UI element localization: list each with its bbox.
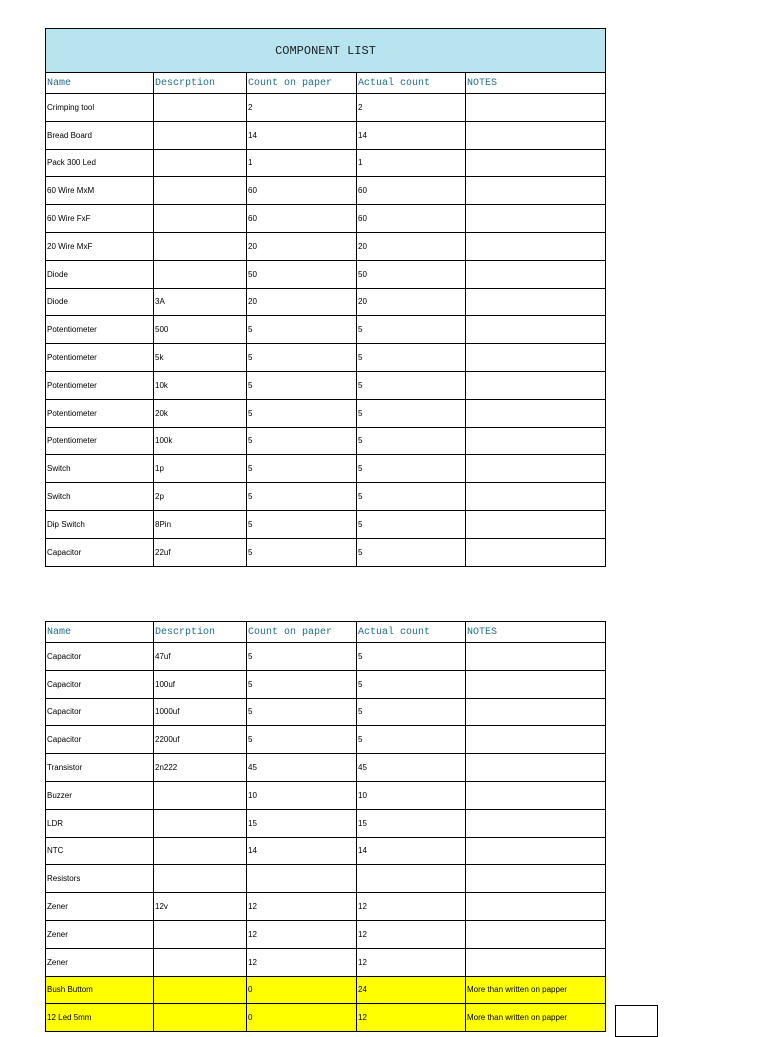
cell-description: 8Pin	[154, 510, 247, 538]
col-header-name: Name	[46, 73, 154, 94]
cell-count-on-paper: 12	[247, 920, 357, 948]
col-header-notes: NOTES	[466, 73, 606, 94]
cell-notes	[466, 643, 606, 671]
cell-count-on-paper: 5	[247, 510, 357, 538]
cell-notes	[466, 837, 606, 865]
cell-description	[154, 809, 247, 837]
cell-description	[154, 260, 247, 288]
cell-description	[154, 781, 247, 809]
table-row	[46, 510, 606, 538]
cell-notes	[466, 893, 606, 921]
cell-actual-count: 5	[357, 698, 466, 726]
cell-description	[154, 149, 247, 177]
cell-description	[154, 920, 247, 948]
col-header-notes: NOTES	[466, 622, 606, 643]
cell-name: Zener	[46, 920, 154, 948]
cell-actual-count: 1	[357, 149, 466, 177]
table-row	[46, 976, 606, 1004]
header-row	[46, 73, 606, 94]
cell-name: Potentiometer	[46, 316, 154, 344]
cell-actual-count: 5	[357, 344, 466, 372]
cell-description: 1p	[154, 455, 247, 483]
cell-notes	[466, 670, 606, 698]
cell-description: 22uf	[154, 538, 247, 566]
col-header-description: Descrption	[154, 622, 247, 643]
sheet-title: COMPONENT LIST	[46, 29, 606, 73]
cell-name: 12 Led 5mm	[46, 1004, 154, 1032]
cell-notes	[466, 809, 606, 837]
cell-actual-count: 5	[357, 643, 466, 671]
cell-description: 1000uf	[154, 698, 247, 726]
cell-description: 10k	[154, 371, 247, 399]
table-row	[46, 643, 606, 671]
cell-count-on-paper: 14	[247, 121, 357, 149]
cell-count-on-paper: 5	[247, 643, 357, 671]
cell-name: Pack 300 Led	[46, 149, 154, 177]
cell-notes	[466, 865, 606, 893]
cell-actual-count: 12	[357, 1004, 466, 1032]
cell-description: 2n222	[154, 754, 247, 782]
cell-actual-count: 5	[357, 510, 466, 538]
cell-name: Zener	[46, 893, 154, 921]
table-row	[46, 698, 606, 726]
cell-description: 2p	[154, 483, 247, 511]
cell-name: Potentiometer	[46, 371, 154, 399]
cell-notes	[466, 94, 606, 122]
cell-description: 12v	[154, 893, 247, 921]
cell-actual-count: 5	[357, 316, 466, 344]
cell-actual-count: 5	[357, 726, 466, 754]
cell-notes	[466, 205, 606, 233]
cell-description	[154, 205, 247, 233]
cell-name: 60 Wire MxM	[46, 177, 154, 205]
cell-name: Crimping tool	[46, 94, 154, 122]
cell-description: 100uf	[154, 670, 247, 698]
cell-name: Switch	[46, 483, 154, 511]
cell-description	[154, 121, 247, 149]
cell-notes	[466, 455, 606, 483]
cell-description: 2200uf	[154, 726, 247, 754]
component-table-1	[45, 28, 606, 567]
cell-count-on-paper: 5	[247, 726, 357, 754]
cell-actual-count: 20	[357, 288, 466, 316]
cell-actual-count: 5	[357, 371, 466, 399]
cell-name: Capacitor	[46, 698, 154, 726]
cell-count-on-paper: 20	[247, 232, 357, 260]
cell-name: Zener	[46, 948, 154, 976]
cell-name: Bush Buttom	[46, 976, 154, 1004]
cell-notes	[466, 177, 606, 205]
cell-actual-count: 50	[357, 260, 466, 288]
cell-description	[154, 1004, 247, 1032]
table-row	[46, 670, 606, 698]
cell-count-on-paper: 12	[247, 893, 357, 921]
col-header-count-on-paper: Count on paper	[247, 622, 357, 643]
cell-name: 20 Wire MxF	[46, 232, 154, 260]
cell-notes	[466, 344, 606, 372]
cell-name: 60 Wire FxF	[46, 205, 154, 233]
cell-notes	[466, 538, 606, 566]
cell-name: Capacitor	[46, 670, 154, 698]
table-row	[46, 149, 606, 177]
cell-description	[154, 837, 247, 865]
cell-actual-count: 5	[357, 455, 466, 483]
cell-notes	[466, 781, 606, 809]
cell-count-on-paper: 1	[247, 149, 357, 177]
cell-notes	[466, 260, 606, 288]
table-row	[46, 754, 606, 782]
cell-count-on-paper: 10	[247, 781, 357, 809]
cell-description: 3A	[154, 288, 247, 316]
cell-name: Resistors	[46, 865, 154, 893]
cell-actual-count: 14	[357, 837, 466, 865]
cell-actual-count: 12	[357, 893, 466, 921]
cell-name: Potentiometer	[46, 427, 154, 455]
table-row	[46, 177, 606, 205]
cell-name: Dip Switch	[46, 510, 154, 538]
cell-count-on-paper: 5	[247, 670, 357, 698]
cell-notes: More than written on papper	[466, 1004, 606, 1032]
table-row	[46, 781, 606, 809]
cell-notes	[466, 399, 606, 427]
cell-name: Diode	[46, 288, 154, 316]
cell-description	[154, 976, 247, 1004]
cell-notes	[466, 726, 606, 754]
cell-count-on-paper: 14	[247, 837, 357, 865]
col-header-name: Name	[46, 622, 154, 643]
cell-description	[154, 177, 247, 205]
cell-count-on-paper: 20	[247, 288, 357, 316]
cell-name: NTC	[46, 837, 154, 865]
table-row	[46, 455, 606, 483]
cell-count-on-paper	[247, 865, 357, 893]
cell-actual-count: 45	[357, 754, 466, 782]
cell-actual-count: 14	[357, 121, 466, 149]
cell-count-on-paper: 5	[247, 371, 357, 399]
table-row	[46, 399, 606, 427]
table-row	[46, 837, 606, 865]
table-row	[46, 371, 606, 399]
cell-description	[154, 948, 247, 976]
cell-name: Potentiometer	[46, 344, 154, 372]
table-row	[46, 344, 606, 372]
table-row	[46, 893, 606, 921]
cell-count-on-paper: 5	[247, 698, 357, 726]
cell-name: Switch	[46, 455, 154, 483]
table-row	[46, 121, 606, 149]
table-row	[46, 920, 606, 948]
table-row	[46, 865, 606, 893]
cell-notes	[466, 149, 606, 177]
cell-notes	[466, 232, 606, 260]
cell-count-on-paper: 5	[247, 483, 357, 511]
cell-notes	[466, 427, 606, 455]
cell-count-on-paper: 0	[247, 976, 357, 1004]
cell-name: Capacitor	[46, 726, 154, 754]
cell-name: Capacitor	[46, 538, 154, 566]
cell-count-on-paper: 60	[247, 177, 357, 205]
cell-description: 100k	[154, 427, 247, 455]
cell-actual-count: 5	[357, 427, 466, 455]
cell-actual-count: 5	[357, 483, 466, 511]
cell-notes	[466, 948, 606, 976]
cell-count-on-paper: 5	[247, 427, 357, 455]
cell-count-on-paper: 5	[247, 538, 357, 566]
cell-name: Transistor	[46, 754, 154, 782]
cell-description: 47uf	[154, 643, 247, 671]
table-row	[46, 538, 606, 566]
cell-actual-count: 60	[357, 177, 466, 205]
cell-name: Bread Board	[46, 121, 154, 149]
table-row	[46, 260, 606, 288]
cell-actual-count: 2	[357, 94, 466, 122]
cell-actual-count: 5	[357, 538, 466, 566]
table-row	[46, 483, 606, 511]
cell-actual-count: 12	[357, 920, 466, 948]
table-row	[46, 948, 606, 976]
cell-notes	[466, 288, 606, 316]
cell-notes	[466, 754, 606, 782]
cell-count-on-paper: 12	[247, 948, 357, 976]
col-header-description: Descrption	[154, 73, 247, 94]
header-row	[46, 622, 606, 643]
table-row	[46, 205, 606, 233]
cell-actual-count: 60	[357, 205, 466, 233]
cell-description	[154, 232, 247, 260]
cell-name: Potentiometer	[46, 399, 154, 427]
cell-notes	[466, 483, 606, 511]
table-row	[46, 1004, 606, 1032]
cell-actual-count: 5	[357, 399, 466, 427]
cell-notes	[466, 920, 606, 948]
cell-count-on-paper: 15	[247, 809, 357, 837]
cell-actual-count	[357, 865, 466, 893]
cell-count-on-paper: 5	[247, 399, 357, 427]
cell-count-on-paper: 2	[247, 94, 357, 122]
table-row	[46, 427, 606, 455]
component-table-2	[45, 621, 606, 1032]
cell-actual-count: 24	[357, 976, 466, 1004]
table-row	[46, 809, 606, 837]
cell-name: LDR	[46, 809, 154, 837]
table-row	[46, 94, 606, 122]
cell-count-on-paper: 60	[247, 205, 357, 233]
cell-notes	[466, 698, 606, 726]
cell-description: 20k	[154, 399, 247, 427]
cell-count-on-paper: 5	[247, 316, 357, 344]
cell-name: Diode	[46, 260, 154, 288]
cell-actual-count: 5	[357, 670, 466, 698]
cell-description	[154, 94, 247, 122]
cell-notes: More than written on papper	[466, 976, 606, 1004]
cell-actual-count: 20	[357, 232, 466, 260]
empty-cell-box	[615, 1005, 658, 1037]
cell-description	[154, 865, 247, 893]
cell-count-on-paper: 5	[247, 344, 357, 372]
cell-count-on-paper: 0	[247, 1004, 357, 1032]
cell-count-on-paper: 5	[247, 455, 357, 483]
cell-actual-count: 10	[357, 781, 466, 809]
table-row	[46, 726, 606, 754]
cell-count-on-paper: 45	[247, 754, 357, 782]
cell-notes	[466, 371, 606, 399]
cell-name: Buzzer	[46, 781, 154, 809]
col-header-count-on-paper: Count on paper	[247, 73, 357, 94]
cell-count-on-paper: 50	[247, 260, 357, 288]
cell-description: 5k	[154, 344, 247, 372]
cell-notes	[466, 121, 606, 149]
table-row	[46, 232, 606, 260]
cell-notes	[466, 510, 606, 538]
col-header-actual-count: Actual count	[357, 73, 466, 94]
table-row	[46, 288, 606, 316]
table-row	[46, 316, 606, 344]
cell-name: Capacitor	[46, 643, 154, 671]
cell-description: 500	[154, 316, 247, 344]
cell-notes	[466, 316, 606, 344]
cell-actual-count: 12	[357, 948, 466, 976]
col-header-actual-count: Actual count	[357, 622, 466, 643]
cell-actual-count: 15	[357, 809, 466, 837]
